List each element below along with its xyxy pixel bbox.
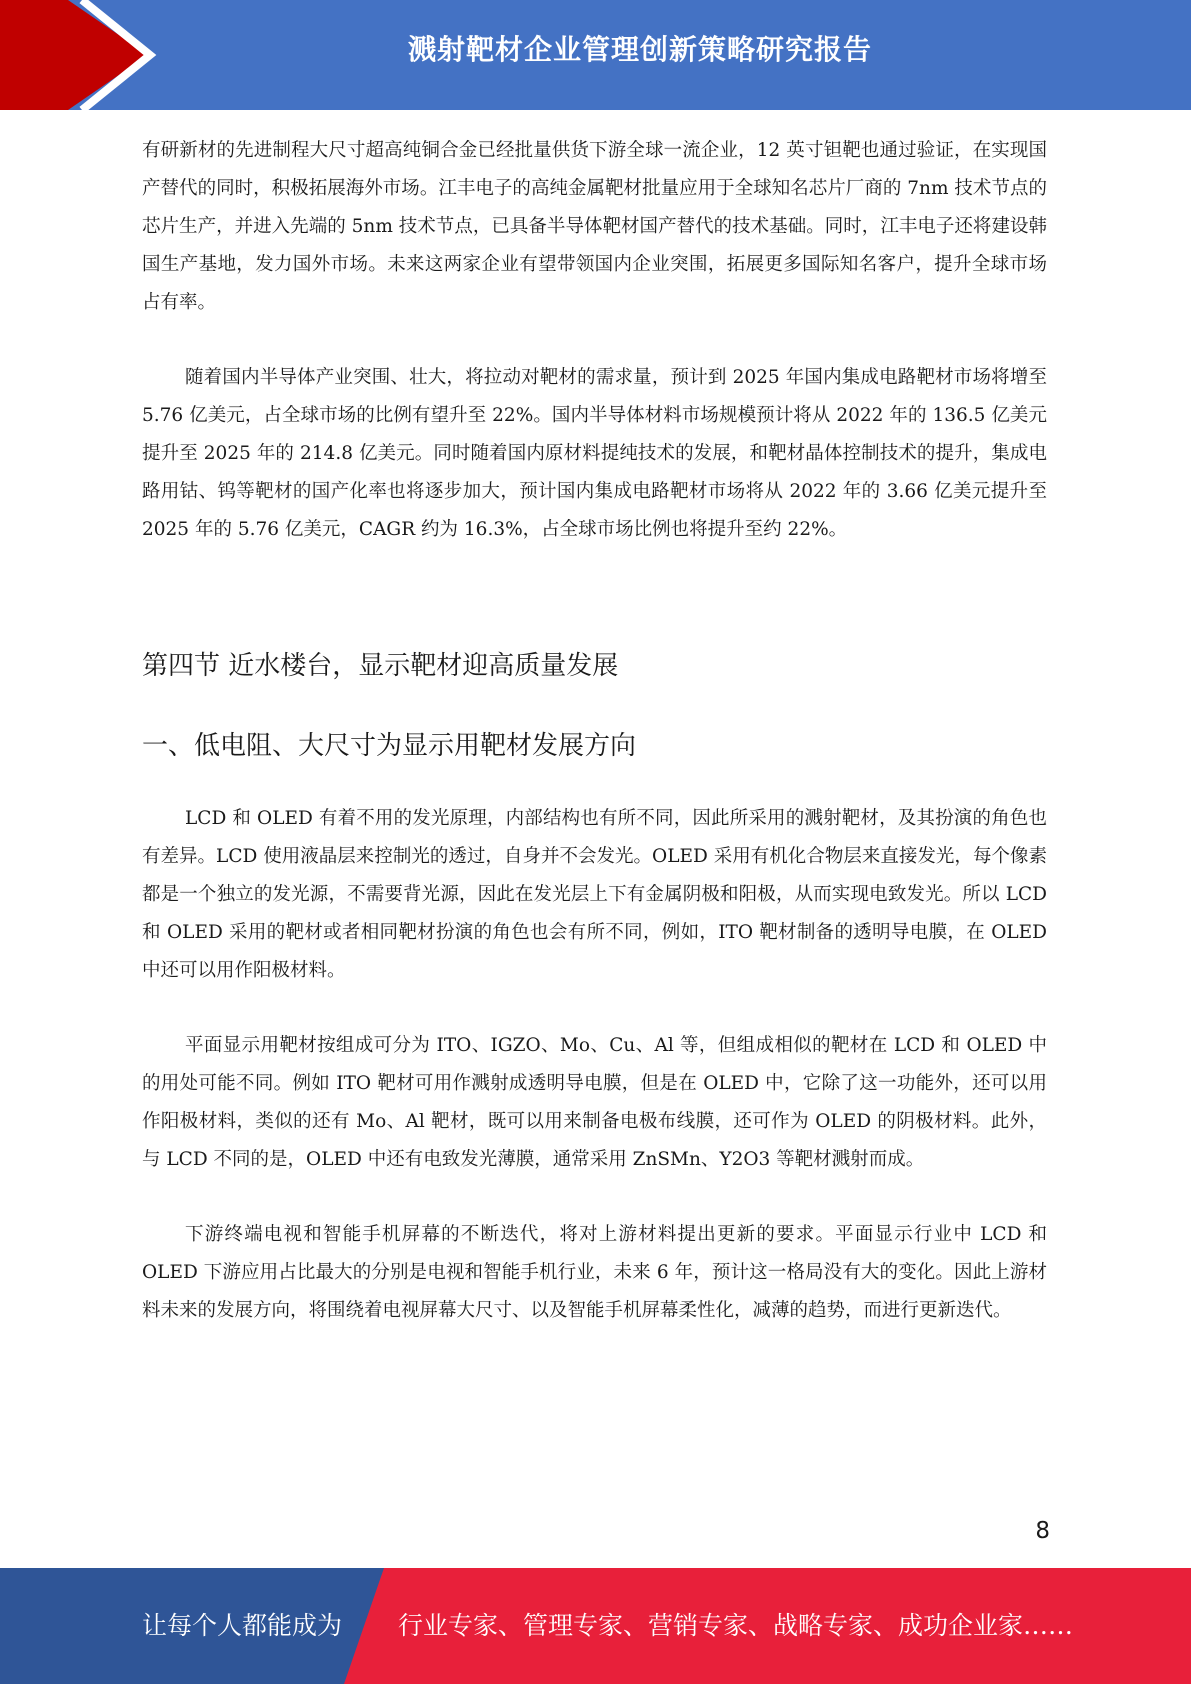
paragraph-2: 随着国内半导体产业突围、壮大，将拉动对靶材的需求量，预计到 2025 年国内集成电路靶材市场将增至 5.76 亿美元，占全球市场的比例有望升至 22%。国内半导体材料市场规模预计将从 2022 年的 136.5 亿美元提升至 2025 年的 214.8 亿美元。同时随着国内原材料提纯技术的发展，和靶材晶体控制技术的提升，集成电路用钴、钨等靶材的国产化率也将逐步加大，预计国内集成电路靶材市场将从 2022 年的 3.66 亿美元提升至 2025 年的 5.76 亿美元，CAGR 约为 16.3%，占全球市场比例也将提升至约 22%。 bbox=[142, 367, 1047, 540]
document-body bbox=[142, 132, 1047, 1330]
footer-slogan-right: 行业专家、管理专家、营销专家、战略专家、成功企业家…… bbox=[398, 1611, 1074, 1640]
paragraph-3: LCD 和 OLED 有着不用的发光原理，内部结构也有所不同，因此所采用的溅射靶材，及其扮演的角色也有差异。LCD 使用液晶层来控制光的透过，自身并不会发光。OLED 采用有机化合物层来直接发光，每个像素都是一个独立的发光源，不需要背光源，因此在发光层上下有金属阴极和阳极，从而实现电致发光。所以 LCD 和 OLED 采用的靶材或者相同靶材扮演的角色也会有所不同，例如，ITO 靶材制备的透明导电膜，在 OLED 中还可以用作阳极材料。 bbox=[142, 808, 1047, 981]
page-number: 8 bbox=[1035, 1518, 1050, 1544]
subsection-heading: 一、低电阻、大尺寸为显示用靶材发展方向 bbox=[142, 731, 637, 761]
paragraph-1: 有研新材的先进制程大尺寸超高纯铜合金已经批量供货下游全球一流企业，12 英寸钽靶也通过验证，在实现国产替代的同时，积极拓展海外市场。江丰电子的高纯金属靶材批量应用于全球知名芯片厂商的 7nm 技术节点的芯片生产，并进入先端的 5nm 技术节点，已具备半导体靶材国产替代的技术基础。同时，江丰电子还将建设韩国生产基地，发力国外市场。未来这两家企业有望带领国内企业突围，拓展更多国际知名客户，提升全球市场占有率。 bbox=[142, 140, 1047, 313]
section-heading: 第四节 近水楼台，显示靶材迎高质量发展 bbox=[142, 651, 619, 681]
report-title: 溅射靶材企业管理创新策略研究报告 bbox=[407, 33, 872, 66]
paragraph-4: 平面显示用靶材按组成可分为 ITO、IGZO、Mo、Cu、Al 等，但组成相似的靶材在 LCD 和 OLED 中的用处可能不同。例如 ITO 靶材可用作溅射成透明导电膜，但是在 OLED 中，它除了这一功能外，还可以用作阳极材料，类似的还有 Mo、Al 靶材，既可以用来制备电极布线膜，还可作为 OLED 的阴极材料。此外，与 LCD 不同的是，OLED 中还有电致发光薄膜，通常采用 ZnSMn、Y2O3 等靶材溅射而成。 bbox=[142, 1035, 1047, 1170]
page-header bbox=[0, 0, 1191, 110]
footer-slogan-left: 让每个人都能成为 bbox=[142, 1611, 343, 1640]
page-footer bbox=[0, 1568, 1191, 1684]
paragraph-5: 下游终端电视和智能手机屏幕的不断迭代，将对上游材料提出更新的要求。平面显示行业中 LCD 和 OLED 下游应用占比最大的分别是电视和智能手机行业，未来 6 年，预计这一格局没有大的变化。因此上游材料未来的发展方向，将围绕着电视屏幕大尺寸、以及智能手机屏幕柔性化，减薄的趋势，而进行更新迭代。 bbox=[142, 1224, 1047, 1321]
